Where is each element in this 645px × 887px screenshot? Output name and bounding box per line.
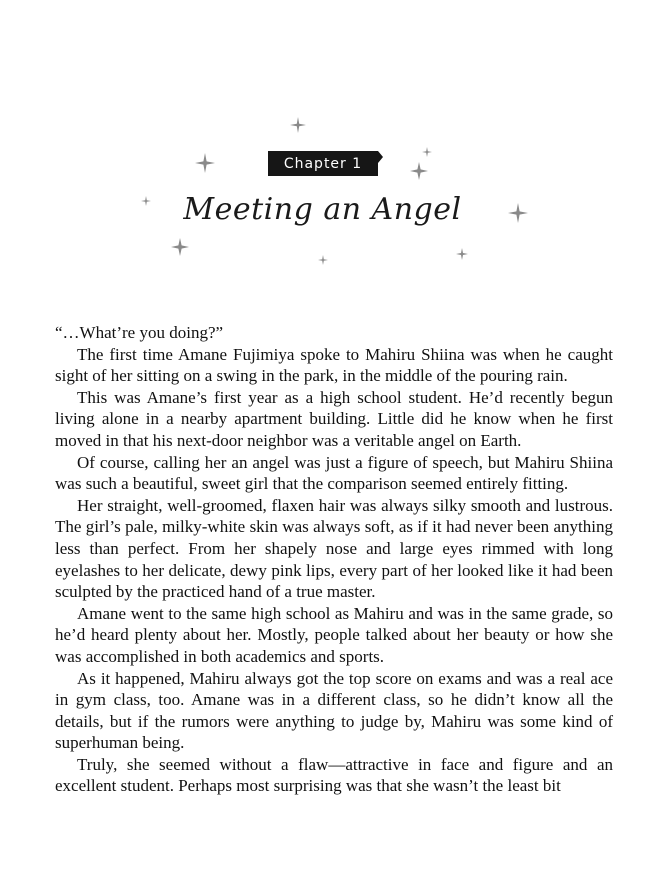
sparkle-icon	[290, 117, 306, 133]
paragraph: Amane went to the same high school as Mahiru and was in the same grade, so he’d heard plenty about her. Mostly, people talked about her beauty or how she was accomplished in both academics and sports.	[55, 603, 613, 666]
paragraph: The first time Amane Fujimiya spoke to Mahiru Shiina was when he caught sight of her sitting on a swing in the park, in the middle of the pouring rain.	[55, 344, 613, 386]
paragraph: Of course, calling her an angel was just a figure of speech, but Mahiru Shiina was such a beautiful, sweet girl that the comparison seemed entirely fitting.	[55, 452, 613, 494]
paragraph: As it happened, Mahiru always got the top score on exams and was a real ace in gym class, too. Amane was in a different class, so he didn’t know all the details, but if the rumors were anything to judge by, Mahiru was some kind of superhuman being.	[55, 668, 613, 753]
paragraph: Her straight, well-groomed, flaxen hair was always silky smooth and lustrous. The girl’s pale, milky-white skin was always soft, as if it had never been anything less than perfect. From her shapely nose and large eyes rimmed with long eyelashes to her delicate, dewy pink lips, every part of her looked like it had been sculpted by the practiced hand of a true master.	[55, 495, 613, 602]
paragraph: This was Amane’s first year as a high school student. He’d recently begun living alone in a nearby apartment building. Little did he know when he first moved in that his next-door neighbor was a veritable angel on Earth.	[55, 387, 613, 450]
sparkle-icon	[318, 255, 328, 265]
sparkle-decorations	[0, 0, 645, 300]
paragraph: Truly, she seemed without a flaw—attractive in face and figure and an excellent student. Perhaps most surprising was that she wasn’t the least bit	[55, 754, 613, 796]
chapter-body	[55, 322, 613, 797]
sparkle-icon	[195, 153, 215, 173]
sparkle-icon	[171, 238, 189, 256]
chapter-label: Chapter 1	[268, 151, 378, 176]
sparkle-icon	[456, 248, 468, 260]
chapter-title: Meeting an Angel	[183, 192, 462, 227]
paragraph: “…What’re you doing?”	[55, 323, 224, 342]
sparkle-icon	[422, 147, 432, 157]
sparkle-icon	[410, 162, 428, 180]
